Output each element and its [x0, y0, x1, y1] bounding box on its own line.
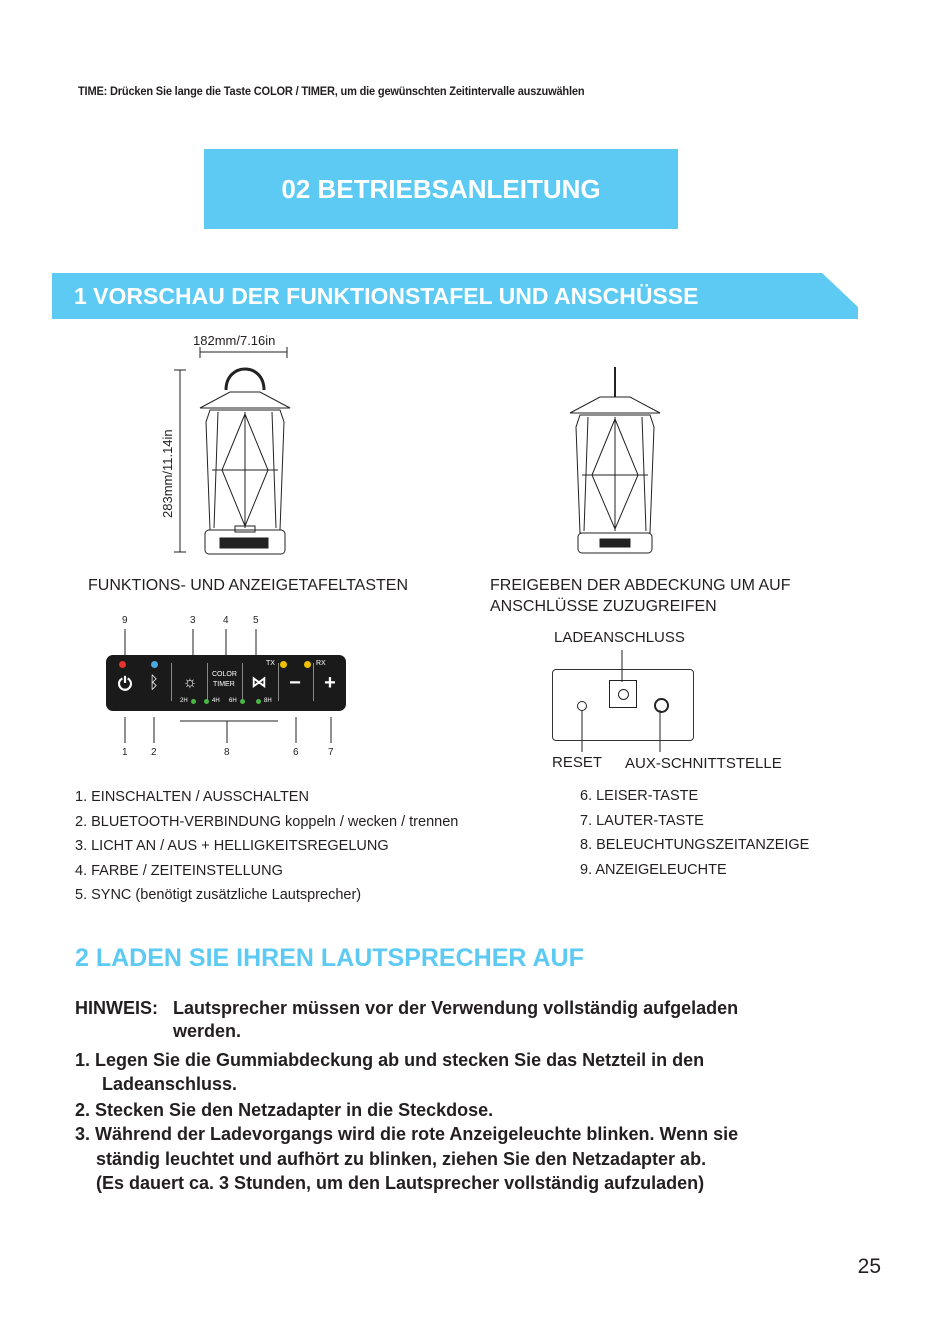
list-item: 9. ANZEIGELEUCHTE — [580, 861, 727, 878]
callout-8: 8 — [224, 747, 230, 758]
timer-mark-2h: 2H — [180, 698, 188, 704]
reset-hole — [577, 701, 587, 711]
note-text-2: werden. — [173, 1021, 242, 1041]
section1-title: 1 VORSCHAU DER FUNKTIONSTAFEL UND ANSCHÜSSE — [74, 283, 699, 309]
list-item: 1. EINSCHALTEN / AUSSCHALTEN — [75, 789, 309, 805]
section2-title: 2 LADEN SIE IHREN LAUTSPRECHER AUF — [75, 944, 584, 972]
callout-1: 1 — [122, 747, 128, 758]
timer-6h-led — [240, 699, 245, 704]
rx-indicator-led — [304, 661, 311, 668]
chapter-banner — [204, 149, 678, 229]
aux-label: AUX-SCHNITTSTELLE — [625, 755, 782, 772]
timer-2h-led — [191, 699, 196, 704]
callout-4: 4 — [223, 615, 229, 626]
callout-3: 3 — [190, 615, 196, 626]
list-item: 7. LAUTER-TASTE — [580, 812, 704, 829]
tx-indicator-led — [280, 661, 287, 668]
timer-8h-led — [256, 699, 261, 704]
step-2: 2. Stecken Sie den Netzadapter in die Steckdose. — [75, 1100, 494, 1120]
callout-5: 5 — [253, 615, 259, 626]
cover-heading-line2: ANSCHLÜSSE ZUZUGREIFEN — [490, 598, 717, 615]
list-item: 3. LICHT AN / AUS + HELLIGKEITSREGELUNG — [75, 838, 389, 854]
bluetooth-button[interactable]: ᛒ — [148, 673, 160, 692]
list-item: 6. LEISER-TASTE — [580, 788, 699, 804]
list-item: 4. FARBE / ZEITEINSTELLUNG — [75, 862, 283, 879]
light-button[interactable]: ☼ — [182, 674, 198, 691]
callout-9: 9 — [122, 615, 128, 626]
timer-mark-6h: 6H — [229, 698, 237, 704]
panel-divider — [242, 663, 243, 701]
tx-label: TX — [266, 660, 275, 667]
volume-down-button[interactable]: − — [289, 672, 301, 694]
power-button[interactable]: ⏻ — [117, 674, 133, 694]
power-indicator-led — [119, 661, 126, 668]
note-label: HINWEIS: — [75, 998, 158, 1018]
lantern-front-figure — [160, 330, 320, 560]
reset-label: RESET — [552, 754, 603, 771]
section1-header — [52, 273, 858, 319]
step-3-note: (Es dauert ca. 3 Stunden, um den Lautsprecher vollständig aufzuladen) — [96, 1173, 705, 1193]
panel-divider — [278, 663, 279, 701]
control-panel — [106, 655, 346, 711]
charge-port — [609, 680, 637, 708]
callout-7: 7 — [328, 747, 334, 758]
timer-mark-4h: 4H — [212, 698, 220, 704]
timer-mark-8h: 8H — [264, 698, 272, 704]
step-3-cont: ständig leuchtet und aufhört zu blinken, ziehen Sie den Netzadapter ab. — [96, 1149, 707, 1169]
chapter-title: 02 BETRIEBSANLEITUNG — [281, 173, 601, 204]
list-item: 8. BELEUCHTUNGSZEITANZEIGE — [580, 837, 810, 853]
panel-divider — [313, 663, 314, 701]
legend-right — [580, 784, 809, 882]
width-dimension: 182mm/7.16in — [193, 333, 276, 348]
sync-button[interactable]: ⋈ — [251, 674, 267, 691]
bluetooth-indicator-led — [151, 661, 158, 668]
volume-up-button[interactable]: + — [324, 672, 336, 694]
color-label: COLOR — [212, 671, 237, 678]
timer-4h-led — [204, 699, 209, 704]
top-note: TIME: Drücken Sie lange die Taste COLOR / TIMER, um die gewünschten Zeitintervalle auszuwählen — [78, 84, 585, 98]
rx-label: RX — [316, 660, 326, 667]
step-1: 1. Legen Sie die Gummiabdeckung ab und stecken Sie das Netzteil in den — [75, 1050, 705, 1070]
callout-6: 6 — [293, 747, 299, 758]
panel-heading: FUNKTIONS- UND ANZEIGETAFELTASTEN — [88, 577, 409, 594]
list-item: 5. SYNC (benötigt zusätzliche Lautsprecher) — [75, 887, 362, 903]
list-item: 2. BLUETOOTH-VERBINDUNG koppeln / wecken / trennen — [75, 813, 459, 830]
step-3: 3. Während der Ladevorgangs wird die rote Anzeigeleuchte blinken. Wenn sie — [75, 1124, 739, 1144]
lantern-front-drawing — [160, 330, 320, 560]
step-1-cont: Ladeanschluss. — [102, 1074, 238, 1094]
panel-divider — [171, 663, 172, 701]
panel-divider — [207, 663, 208, 701]
charge-port-pin — [618, 689, 629, 700]
page-number: 25 — [857, 1255, 881, 1278]
charge-port-label: LADEANSCHLUSS — [554, 629, 685, 646]
aux-port — [654, 698, 669, 713]
legend-left — [75, 785, 458, 908]
callout-2: 2 — [151, 747, 157, 758]
timer-label: TIMER — [213, 681, 235, 688]
cover-heading-line1: FREIGEBEN DER ABDECKUNG UM AUF — [490, 577, 791, 594]
height-dimension: 283mm/11.14in — [160, 429, 175, 518]
note-text-1: Lautsprecher müssen vor der Verwendung vollständig aufgeladen — [173, 998, 739, 1018]
port-panel — [552, 669, 694, 741]
lantern-back-drawing — [560, 365, 670, 555]
